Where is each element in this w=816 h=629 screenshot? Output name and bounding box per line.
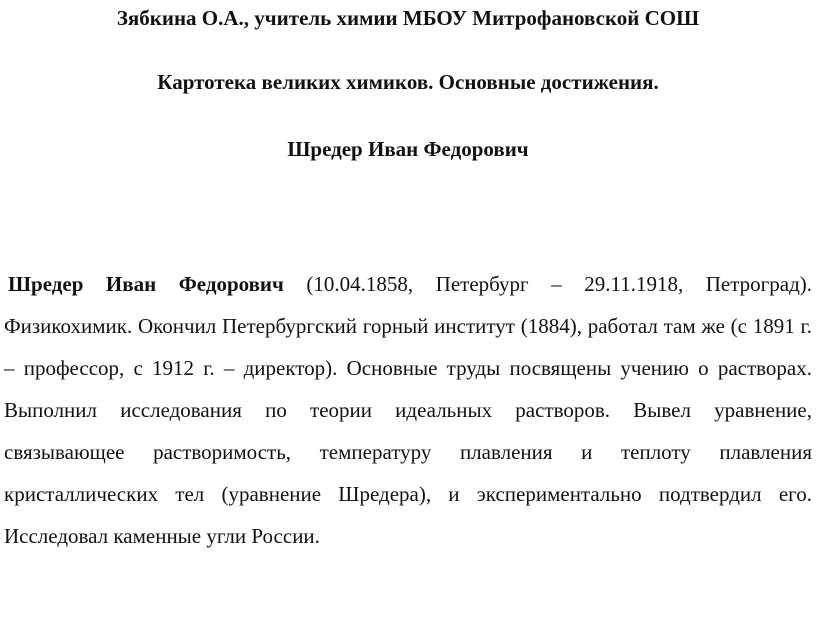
subject-name-heading: Шредер Иван Федорович [287, 137, 529, 161]
biography-body-text: (10.04.1858, Петербург – 29.11.1918, Петроград). Физикохимик. Окончил Петербургский горный институт (1884), работал там же (с 1891 г. – профессор, с 1912 г. – директор). Основные труды посвящены учению о растворах. Выполнил исследования по теории идеальных растворов. Вывел уравнение, связывающее растворимость, температуру плавления и теплоту плавления кристаллических тел (уравнение Шредера), и экспериментально подтвердил его. Исследовал каменные угли России. [4, 272, 813, 548]
document-title: Картотека великих химиков. Основные достижения. [157, 70, 659, 94]
author-line: Зябкина О.А., учитель химии МБОУ Митрофановской СОШ [116, 6, 700, 30]
biography-paragraph [4, 263, 812, 557]
biography-lead-name: Шредер Иван Федорович [8, 272, 284, 296]
